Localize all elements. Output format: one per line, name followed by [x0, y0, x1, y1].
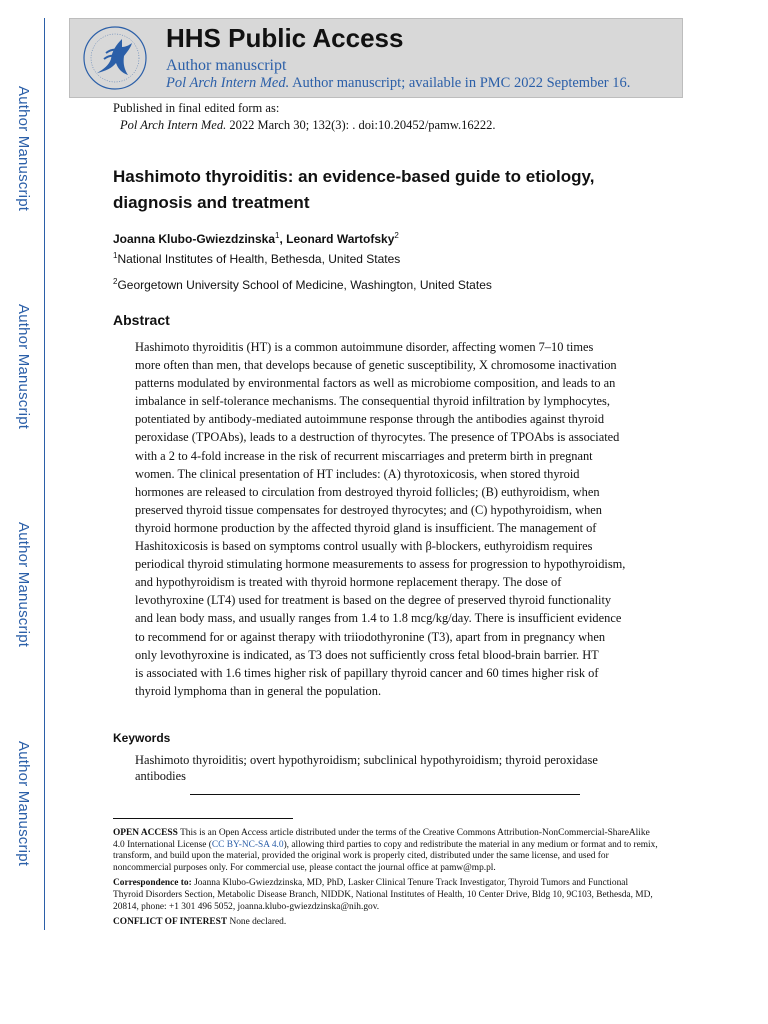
published-label: Published in final edited form as:: [113, 101, 280, 115]
margin-rule: [44, 18, 45, 930]
affiliation-mark: 1: [113, 251, 118, 260]
keywords-heading: Keywords: [113, 731, 171, 745]
abstract-line: potentiated by antibody-mediated autoimmune response through the antibodies against thyroid: [135, 412, 605, 427]
published-in: [113, 100, 496, 134]
page-title: HHS Public Access: [166, 23, 404, 53]
author-list: Joanna Klubo-Gwiezdzinska$^1$, Leonard Wartofsky$^2$: [113, 231, 399, 246]
citation-details: 2022 March 30; 132(3): . doi:10.20452/pamw.16222.: [229, 118, 496, 132]
article-title: [113, 164, 673, 216]
affiliation-mark: 2: [113, 277, 118, 286]
abstract-line: patterns modulated by environmental factors as well as microbiome composition, and leads to an: [135, 376, 616, 391]
affiliation: [113, 278, 492, 292]
author-affil-mark: 2: [394, 231, 399, 240]
license-link[interactable]: CC BY-NC-SA 4.0: [211, 839, 284, 850]
journal-name: Pol Arch Intern Med.: [166, 75, 290, 91]
author-name: Joanna Klubo-Gwiezdzinska: [113, 232, 276, 246]
abstract-line: periodical thyroid stimulating hormone measurements to assess for progression to hypothyroidism,: [135, 557, 626, 572]
section-divider: [190, 794, 580, 795]
correspondence-label: Correspondence to:: [113, 878, 192, 889]
abstract-line: and lean body mass, and usually ranges from 1.4 to 1.8 mcg/kg/day. There is insufficient evidence: [135, 611, 622, 626]
abstract-line: imbalance in self-tolerance mechanisms. The consequential thyroid infiltration by lymphocytes,: [135, 394, 610, 409]
abstract-line: preserved thyroid tissue compensates for destroyed thyrocytes; and (C) hypothyroidism, when: [135, 502, 602, 517]
abstract-line: levothyroxine (LT4) used for treatment is based on the degree of preserved thyroid functionality: [135, 593, 612, 608]
open-access-label: OPEN ACCESS: [113, 828, 178, 838]
affiliation-text: Georgetown University School of Medicine, Washington, United States: [117, 278, 492, 292]
citation-journal: Pol Arch Intern Med.: [120, 118, 227, 132]
title-line-2: diagnosis and treatment: [113, 193, 310, 212]
abstract-line: peroxidase (TPOAbs), leads to a destruction of thyrocytes. The presence of TPOAbs is associated: [135, 430, 620, 445]
abstract-line: women. The clinical presentation of HT includes: (A) thyrotoxicosis, when stored thyroid: [135, 466, 580, 481]
abstract-line: to recommend for or against therapy with triiodothyronine (T3), apart from in pregnancy when: [135, 629, 606, 644]
abstract-line: thyroid lymphoma than in general the population.: [135, 683, 382, 698]
abstract-line: only levothyroxine is indicated, as T3 does not sufficiently cross fetal blood-brain barrier. HT: [135, 647, 599, 662]
author-name: Leonard Wartofsky: [286, 232, 395, 246]
conflict-note: [113, 917, 658, 929]
availability-text: Author manuscript; available in PMC 2022 September 16.: [292, 75, 631, 91]
abstract-line: hormones are released to circulation from destroyed thyroid follicles; (B) euthyroidism, when: [135, 484, 600, 499]
author-affil-mark: 1: [275, 231, 280, 240]
abstract-heading: Abstract: [113, 312, 170, 328]
conflict-text: None declared.: [229, 917, 287, 928]
availability-line: [166, 75, 630, 92]
affiliation: [113, 252, 400, 266]
abstract-body: [135, 338, 635, 700]
correspondence-note: [113, 878, 658, 913]
abstract-line: Hashitoxicosis is based on symptoms control usually with β-blockers, euthyroidism requires: [135, 539, 593, 554]
open-access-text: ), allowing third parties to copy and redistribute the material in any medium or format and to remix, transform, and build upon the material, provided the original work is properly cited, distributed under the same license, and used for noncommercial purposes only. For commercial use, please contact the journal office at pamw@mp.pl.: [113, 839, 658, 873]
abstract-line: is associated with 1.6 times higher risk of papillary thyroid cancer and 60 times higher risk of: [135, 665, 599, 680]
abstract-line: and hypothyroidism is treated with thyroid hormone replacement therapy. The dose of: [135, 575, 562, 590]
abstract-line: with a 2 to 4-fold increase in the risk of recurrent miscarriages and preterm birth in pregnant: [135, 448, 593, 463]
correspondence-text: Joanna Klubo-Gwiezdzinska, MD, PhD, Lasker Clinical Tenure Track Investigator, Thyroid Tumors and Functional Thyroid Disorders Section, Metabolic Disease Branch, NIDDK, National Institutes of Health, 10 Center Drive, Bldg 10, 9C103, Bethesda, MD, 20814, phone: +1 301 496 5052, joanna.klubo-gwiezdzinska@nih.gov.: [113, 878, 653, 912]
keywords-text: Hashimoto thyroiditis; overt hypothyroidism; subclinical hypothyroidism; thyroid peroxidase antibodies: [135, 753, 598, 783]
abstract-line: Hashimoto thyroiditis (HT) is a common autoimmune disorder, affecting women 7–10 times: [135, 340, 594, 354]
conflict-label: CONFLICT OF INTEREST: [113, 917, 228, 928]
abstract-line: more often than men, that develops because of genetic susceptibility, X chromosome inactivation: [135, 358, 617, 373]
footnotes: [113, 828, 658, 933]
affiliation-text: National Institutes of Health, Bethesda, United States: [117, 252, 401, 266]
hhs-header: [69, 18, 683, 98]
manuscript-type: Author manuscript: [166, 57, 287, 74]
open-access-text: This is an Open Access article distributed under the terms of the Creative Commons Attribution-NonCommercial-ShareAlike 4.0 International License (: [113, 828, 650, 850]
abstract-line: thyroid hormone production by the affected thyroid gland is insufficient. The management of: [135, 520, 597, 535]
citation: [113, 117, 496, 134]
hhs-eagle-seal-icon: [82, 23, 148, 93]
open-access-note: [113, 828, 658, 874]
title-line-1: Hashimoto thyroiditis: an evidence-based guide to etiology,: [113, 167, 595, 186]
footnote-divider: [113, 818, 293, 819]
